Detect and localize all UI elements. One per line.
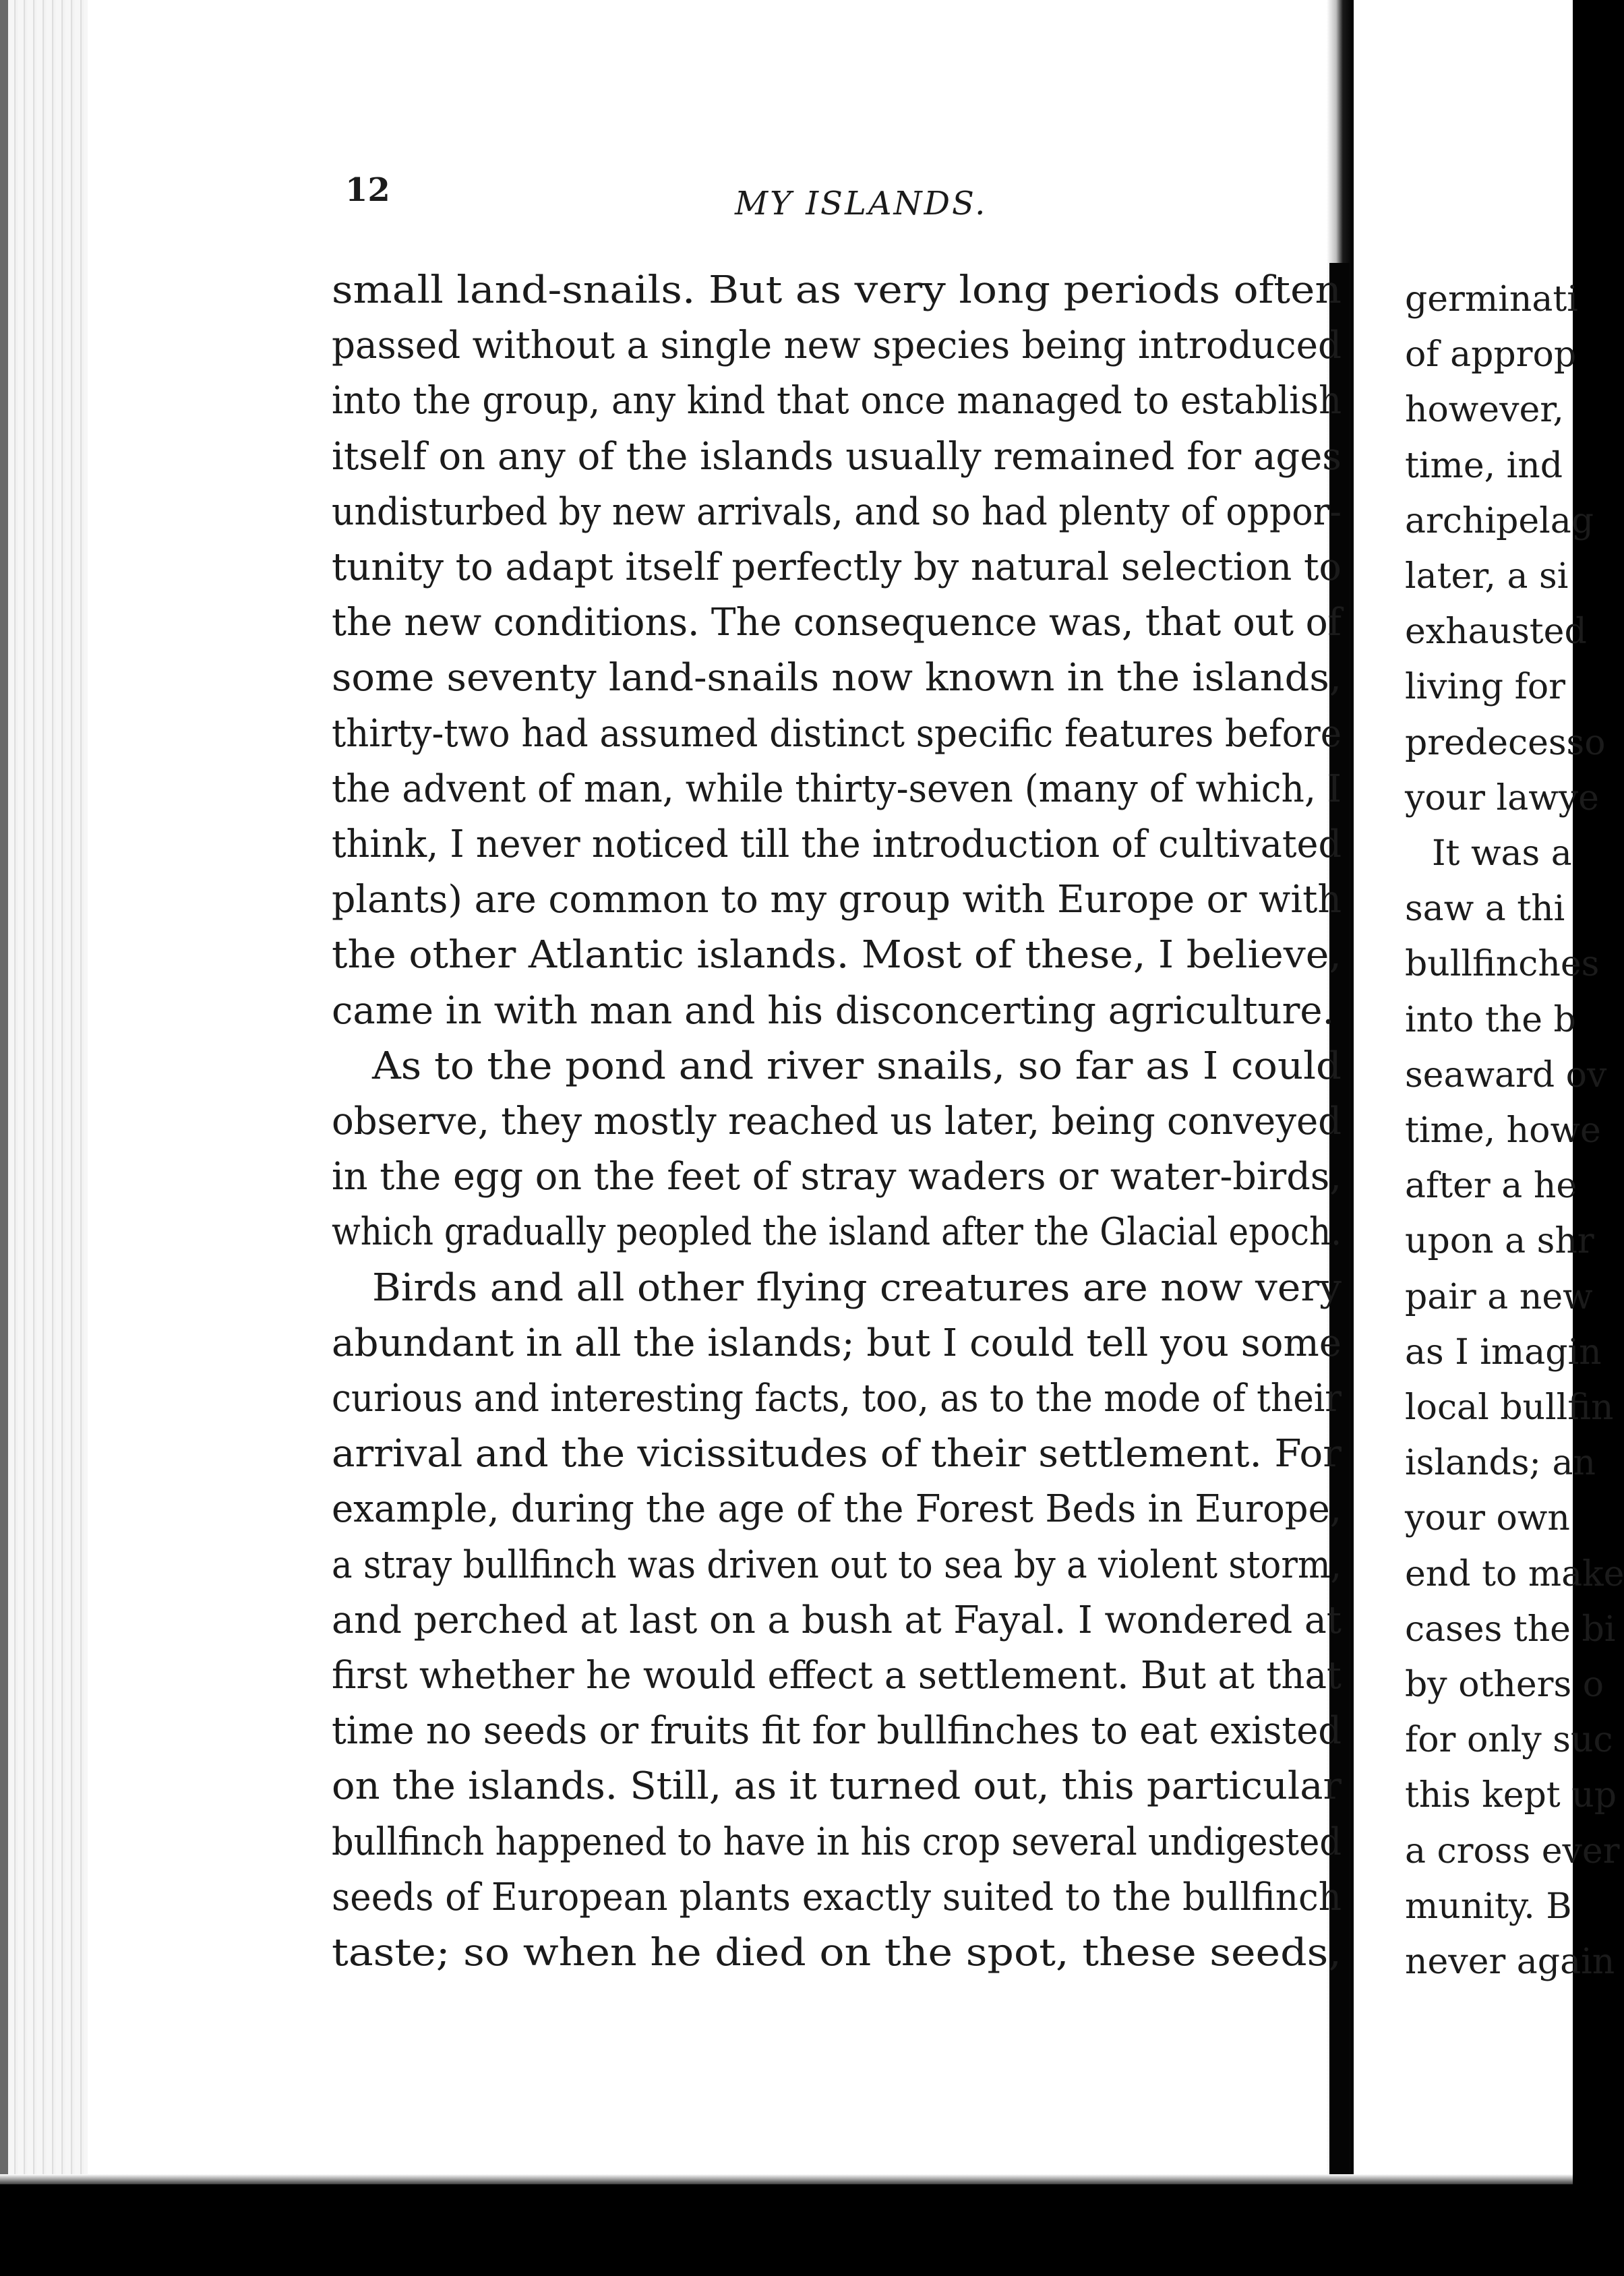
text-line: exhausted (1405, 611, 1587, 653)
text-line: tunity to adapt itself perfectly by natural selection to (332, 545, 1342, 589)
text-line: into the b (1405, 999, 1576, 1040)
text-line: It was a (1432, 833, 1572, 874)
text-line: time, ind (1405, 445, 1563, 486)
scan-border-bottom (0, 2184, 1573, 2276)
text-line: by others o (1405, 1665, 1604, 1705)
text-line: your lawye (1405, 777, 1599, 818)
text-line: later, a si (1405, 556, 1569, 597)
text-line: your own (1405, 1498, 1570, 1539)
running-head: MY ISLANDS. (735, 185, 988, 222)
text-line: itself on any of the islands usually remained for ages (332, 434, 1342, 479)
page-number: 12 (345, 171, 390, 209)
text-line: taste; so when he died on the spot, these seeds, (332, 1931, 1342, 1975)
text-line: local bullfin (1405, 1387, 1614, 1428)
text-line: as I imagin (1405, 1331, 1602, 1373)
text-line: bullfinch happened to have in his crop several undigested (332, 1820, 1342, 1864)
text-line: and perched at last on a bush at Fayal. I wondered at (332, 1598, 1342, 1642)
text-line: a cross ever (1405, 1830, 1620, 1871)
text-line: passed without a single new species being introduced (332, 324, 1342, 368)
text-line: time no seeds or fruits fit for bullfinches to eat existed (332, 1709, 1342, 1754)
text-line: time, howe (1405, 1110, 1601, 1151)
text-line: the other Atlantic islands. Most of these, I believe, (332, 933, 1342, 978)
text-line: the advent of man, while thirty-seven (many of which, I (332, 767, 1342, 811)
text-line: abundant in all the islands; but I could tell you some (332, 1321, 1342, 1365)
text-line: however, (1405, 390, 1564, 431)
text-line: Birds and all other flying creatures are now very (372, 1265, 1342, 1310)
text-line: of approp (1405, 334, 1577, 376)
text-line: which gradually peopled the island after the Glacial epoch. (332, 1210, 1342, 1255)
text-line: small land-snails. But as very long periods often (332, 268, 1342, 312)
text-line: observe, they mostly reached us later, being conveyed (332, 1100, 1342, 1143)
text-line: arrival and the vicissitudes of their settlement. For (332, 1432, 1342, 1476)
text-line: thirty-two had assumed distinct specific features before (332, 711, 1342, 756)
text-line: plants) are common to my group with Europe or with (332, 878, 1342, 922)
text-line: living for (1405, 667, 1565, 708)
text-line: end to make (1405, 1553, 1624, 1594)
text-line: undisturbed by new arrivals, and so had plenty of oppor- (332, 489, 1342, 534)
text-line: seeds of European plants exactly suited to the bullfinch (332, 1875, 1342, 1919)
text-line: As to the pond and river snails, so far as I could (372, 1044, 1342, 1088)
text-line: example, during the age of the Forest Beds in Europe, (332, 1487, 1342, 1532)
text-line: think, I never noticed till the introduction of cultivated (332, 822, 1342, 866)
text-line: into the group, any kind that once managed to establish (332, 379, 1342, 423)
text-line: seaward ov (1405, 1054, 1607, 1096)
text-line: after a he (1405, 1166, 1577, 1207)
text-line: some seventy land-snails now known in the islands, (332, 656, 1342, 700)
text-line: cases the bi (1405, 1609, 1616, 1650)
text-line: first whether he would effect a settlement. But at that (332, 1654, 1342, 1698)
text-line: saw a thi (1405, 889, 1565, 930)
text-line: in the egg on the feet of stray waders or water-birds, (332, 1155, 1342, 1199)
text-line: islands; an (1405, 1443, 1596, 1484)
text-line: on the islands. Still, as it turned out, this particular (332, 1764, 1342, 1809)
text-line: archipelag (1405, 500, 1594, 541)
text-line: a stray bullfinch was driven out to sea by a violent storm, (332, 1543, 1342, 1587)
text-line: curious and interesting facts, too, as to the mode of their (332, 1377, 1342, 1420)
text-line: upon a shr (1405, 1221, 1594, 1262)
text-line: for only suc (1405, 1720, 1613, 1761)
text-line: germinati (1405, 279, 1578, 320)
text-line: predecesso (1405, 722, 1606, 763)
text-line: the new conditions. The consequence was, that out of (332, 601, 1342, 645)
text-line: bullfinches (1405, 944, 1600, 985)
text-line: this kept up (1405, 1775, 1617, 1816)
page-edge-stripes (0, 0, 88, 2276)
text-line: pair a new (1405, 1276, 1593, 1317)
text-line: munity. B (1405, 1886, 1572, 1927)
text-line: never again (1405, 1942, 1615, 1982)
scan-border-left (0, 0, 8, 2276)
text-line: came in with man and his disconcerting agriculture. (332, 988, 1335, 1033)
